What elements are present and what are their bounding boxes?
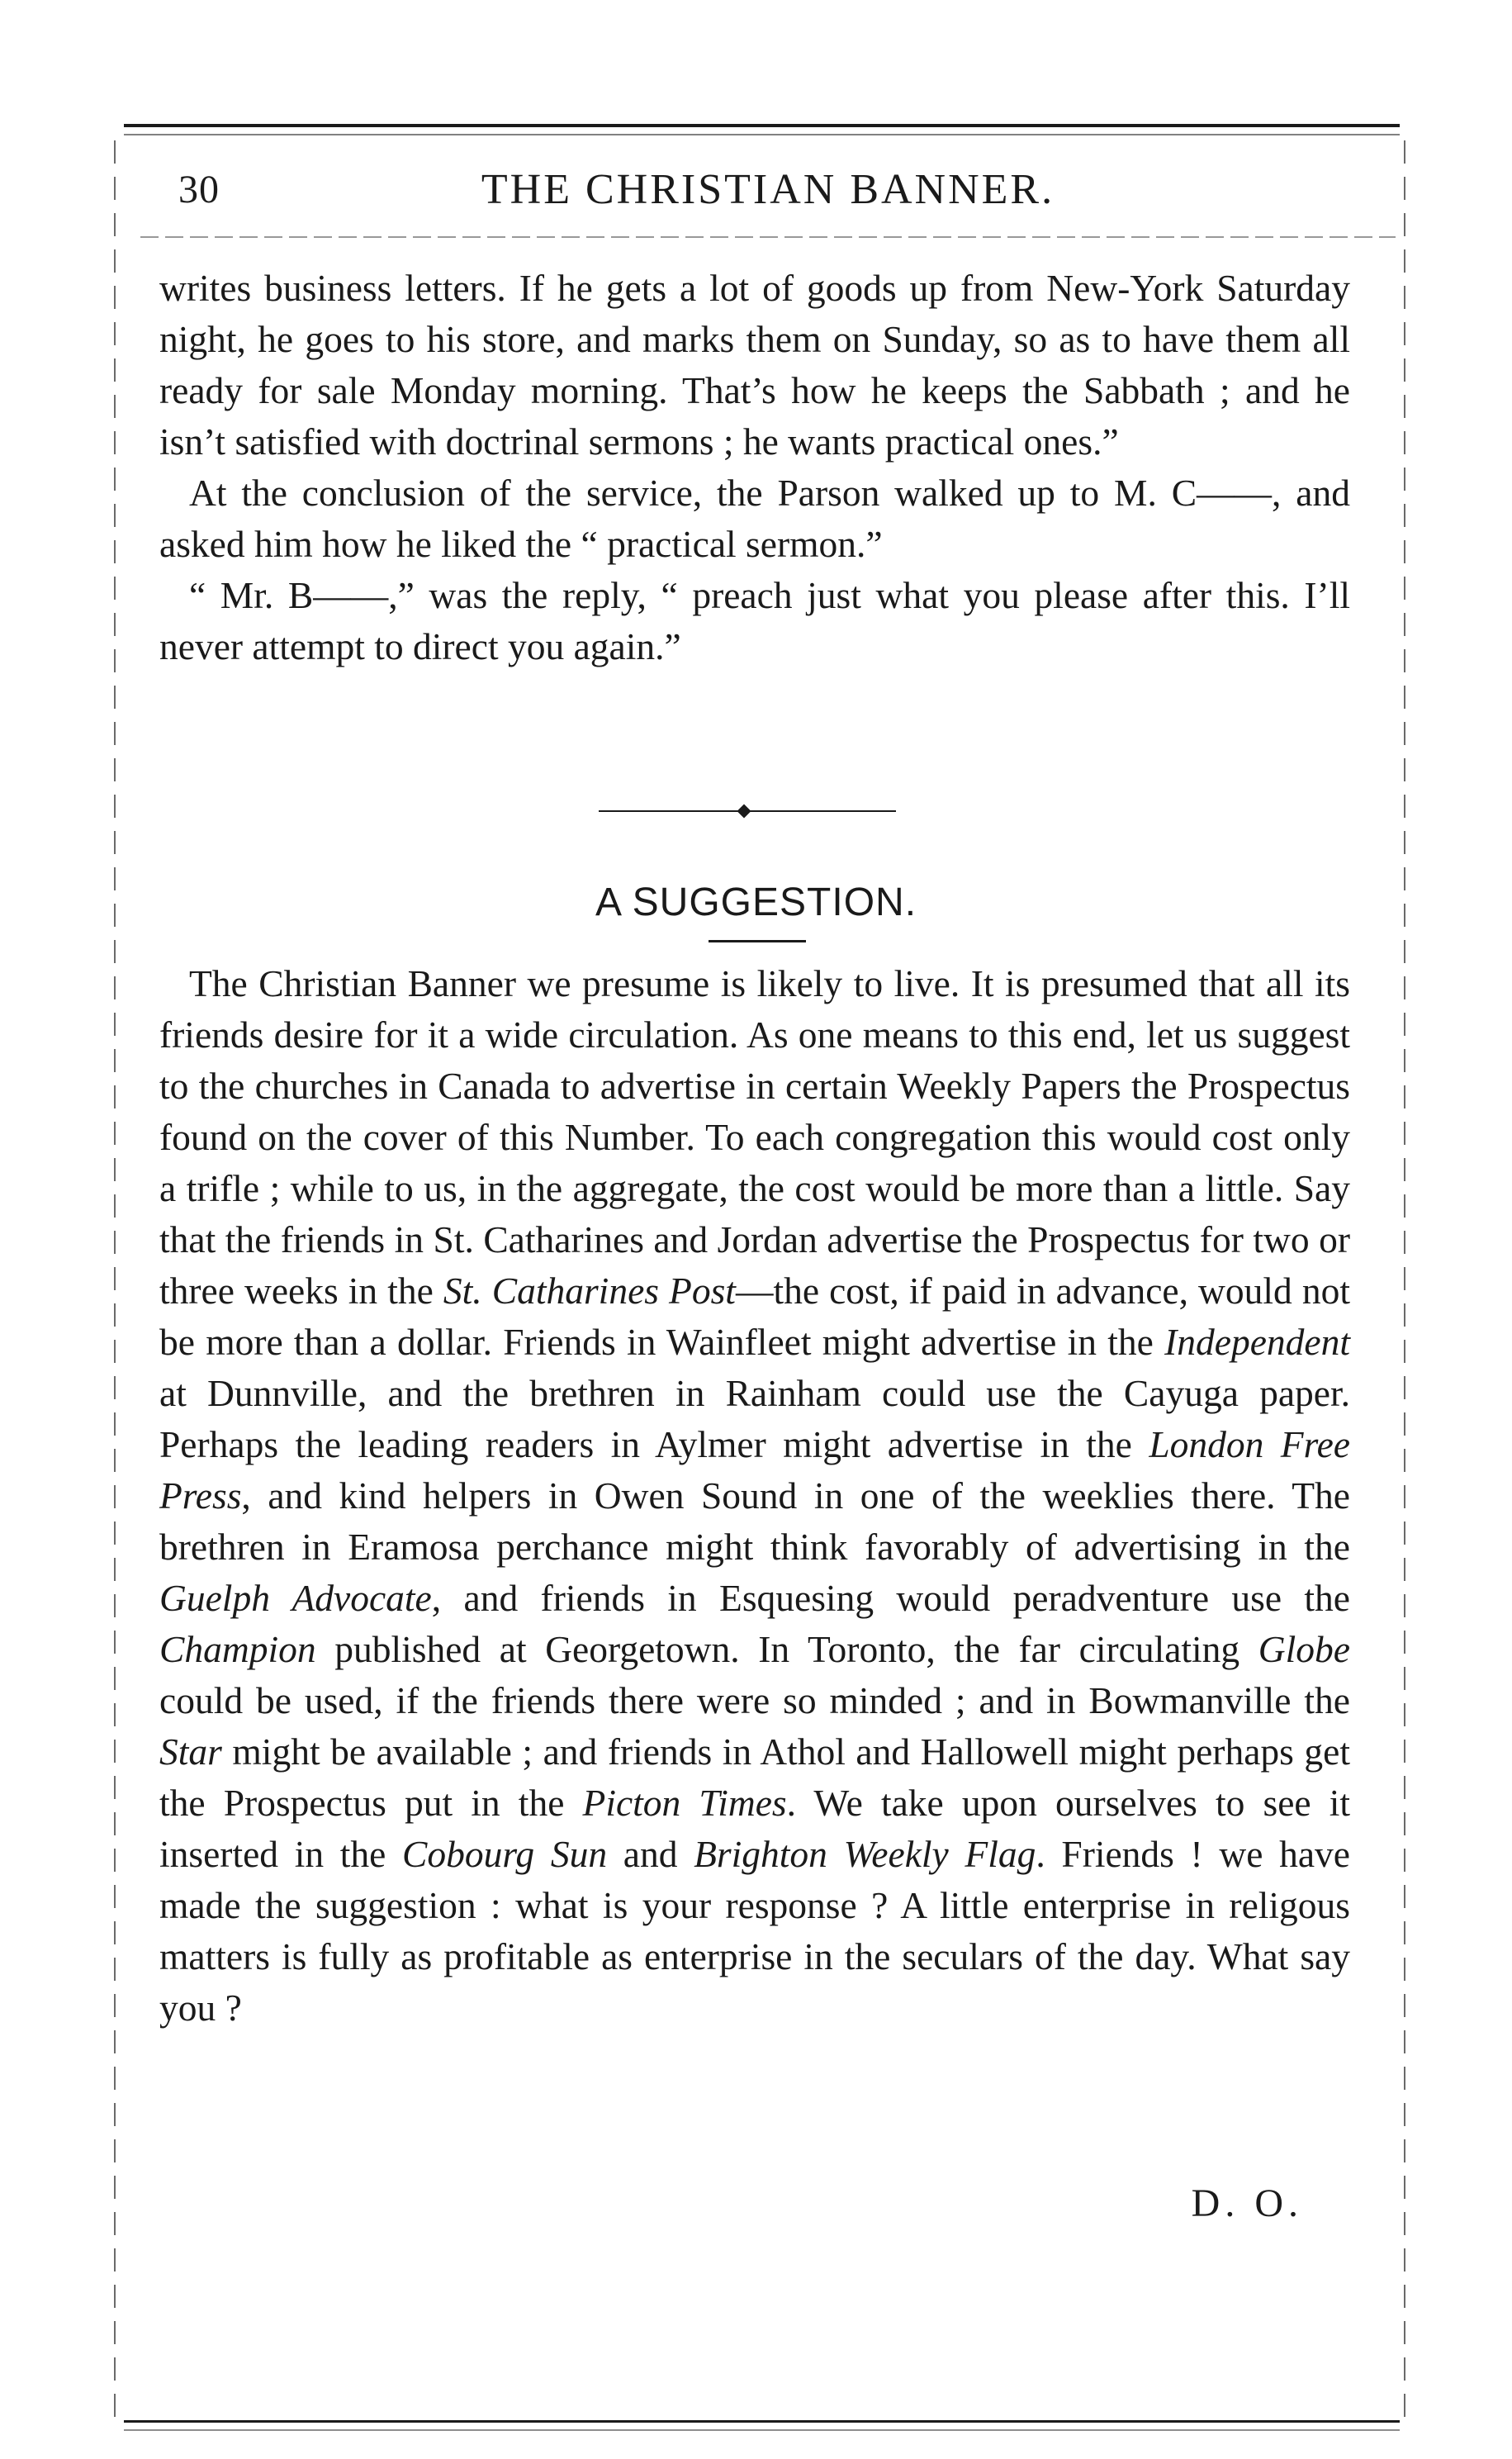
newspaper-title: Cobourg Sun bbox=[402, 1833, 608, 1875]
left-border-rule bbox=[114, 140, 116, 2420]
newspaper-title: St. Catharines Post bbox=[443, 1270, 736, 1312]
bottom-border-rule bbox=[124, 2420, 1400, 2423]
newspaper-title: Independent bbox=[1164, 1321, 1350, 1363]
paragraph: At the conclusion of the service, the Parson walked up to M. C——, and asked him how he liked the “ practical sermon.” bbox=[159, 472, 1350, 565]
page-header bbox=[140, 165, 1396, 223]
text-run: published at Georgetown. In Toronto, the far circulating bbox=[315, 1628, 1258, 1670]
right-border-rule bbox=[1404, 140, 1405, 2420]
paragraph: writes business letters. If he gets a lot of goods up from New-York Saturday night, he goes to his store, and marks them on Sunday, so as to have them all ready for sale Monday morning. That’s how he keeps the Sabbath ; and he isn’t satisfied with doctrinal sermons ; he wants practical ones.” bbox=[159, 267, 1350, 463]
text-run: —the cost, if paid in advance, would not be more than a dollar. Friends in Wainfleet might advertise in the bbox=[159, 1270, 1351, 1363]
section-title: A SUGGESTION. bbox=[595, 881, 917, 924]
page-number: 30 bbox=[178, 168, 220, 211]
article-two bbox=[159, 958, 1350, 2034]
newspaper-title: Picton Times bbox=[582, 1782, 787, 1824]
top-border-rule-thin bbox=[124, 134, 1400, 135]
newspaper-title: Brighton Weekly Flag bbox=[694, 1833, 1036, 1875]
section-separator bbox=[599, 805, 896, 817]
title-underline bbox=[709, 940, 806, 942]
header-rule bbox=[140, 236, 1396, 238]
text-run: . Friends ! we have made the suggestion : what is your response ? A little enterprise in religous matters is fully as profitable as enterprise in the seculars of the day. What say you ? bbox=[159, 1833, 1350, 2029]
text-run: could be used, if the friends there were so minded ; and in Bowmanville the bbox=[159, 1679, 1350, 1721]
separator-ornament bbox=[737, 805, 751, 819]
top-border-rule bbox=[124, 124, 1400, 127]
newspaper-title: Globe bbox=[1258, 1628, 1350, 1670]
paragraph: “ Mr. B——,” was the reply, “ preach just what you please after this. I’ll never attempt to direct you again.” bbox=[159, 574, 1350, 667]
text-run: , and kind helpers in Owen Sound in one of the weeklies there. The brethren in Eramosa perchance might think favorably of advertising in the bbox=[159, 1474, 1350, 1568]
article-one bbox=[159, 263, 1350, 672]
newspaper-title: Star bbox=[159, 1730, 222, 1773]
newspaper-title: Guelph Advocate bbox=[159, 1577, 432, 1619]
paragraph bbox=[159, 958, 1350, 2034]
author-signature: D. O. bbox=[1191, 2181, 1303, 2225]
newspaper-title: Champion bbox=[159, 1628, 316, 1670]
text-run: , and friends in Esquesing would peradventure use the bbox=[431, 1577, 1350, 1619]
text-run: might be available ; and friends in Athol and Hallowell might perhaps get the Prospectus put in the bbox=[159, 1730, 1350, 1824]
text-run: . We take upon ourselves to see it inserted in the bbox=[159, 1782, 1351, 1875]
text-run: and bbox=[607, 1833, 694, 1875]
running-title: THE CHRISTIAN BANNER. bbox=[481, 166, 1055, 213]
bottom-border-rule-thin bbox=[124, 2429, 1400, 2431]
newspaper-title: London Free Press bbox=[159, 1423, 1351, 1517]
text-run: at Dunnville, and the brethren in Rainham could use the Cayuga paper. Perhaps the leading readers in Aylmer might advertise in the bbox=[159, 1372, 1350, 1465]
text-run: The Christian Banner we presume is likely to live. It is presumed that all its friends desire for it a wide circulation. As one means to this end, let us suggest to the churches in Canada to advertise in certain Weekly Papers the Prospectus found on the cover of this Number. To each congregation this would cost only a trifle ; while to us, in the aggregate, the cost would be more than a little. Say that the friends in St. Catharines and Jordan advertise the Prospectus for two or three weeks in the bbox=[159, 962, 1350, 1312]
